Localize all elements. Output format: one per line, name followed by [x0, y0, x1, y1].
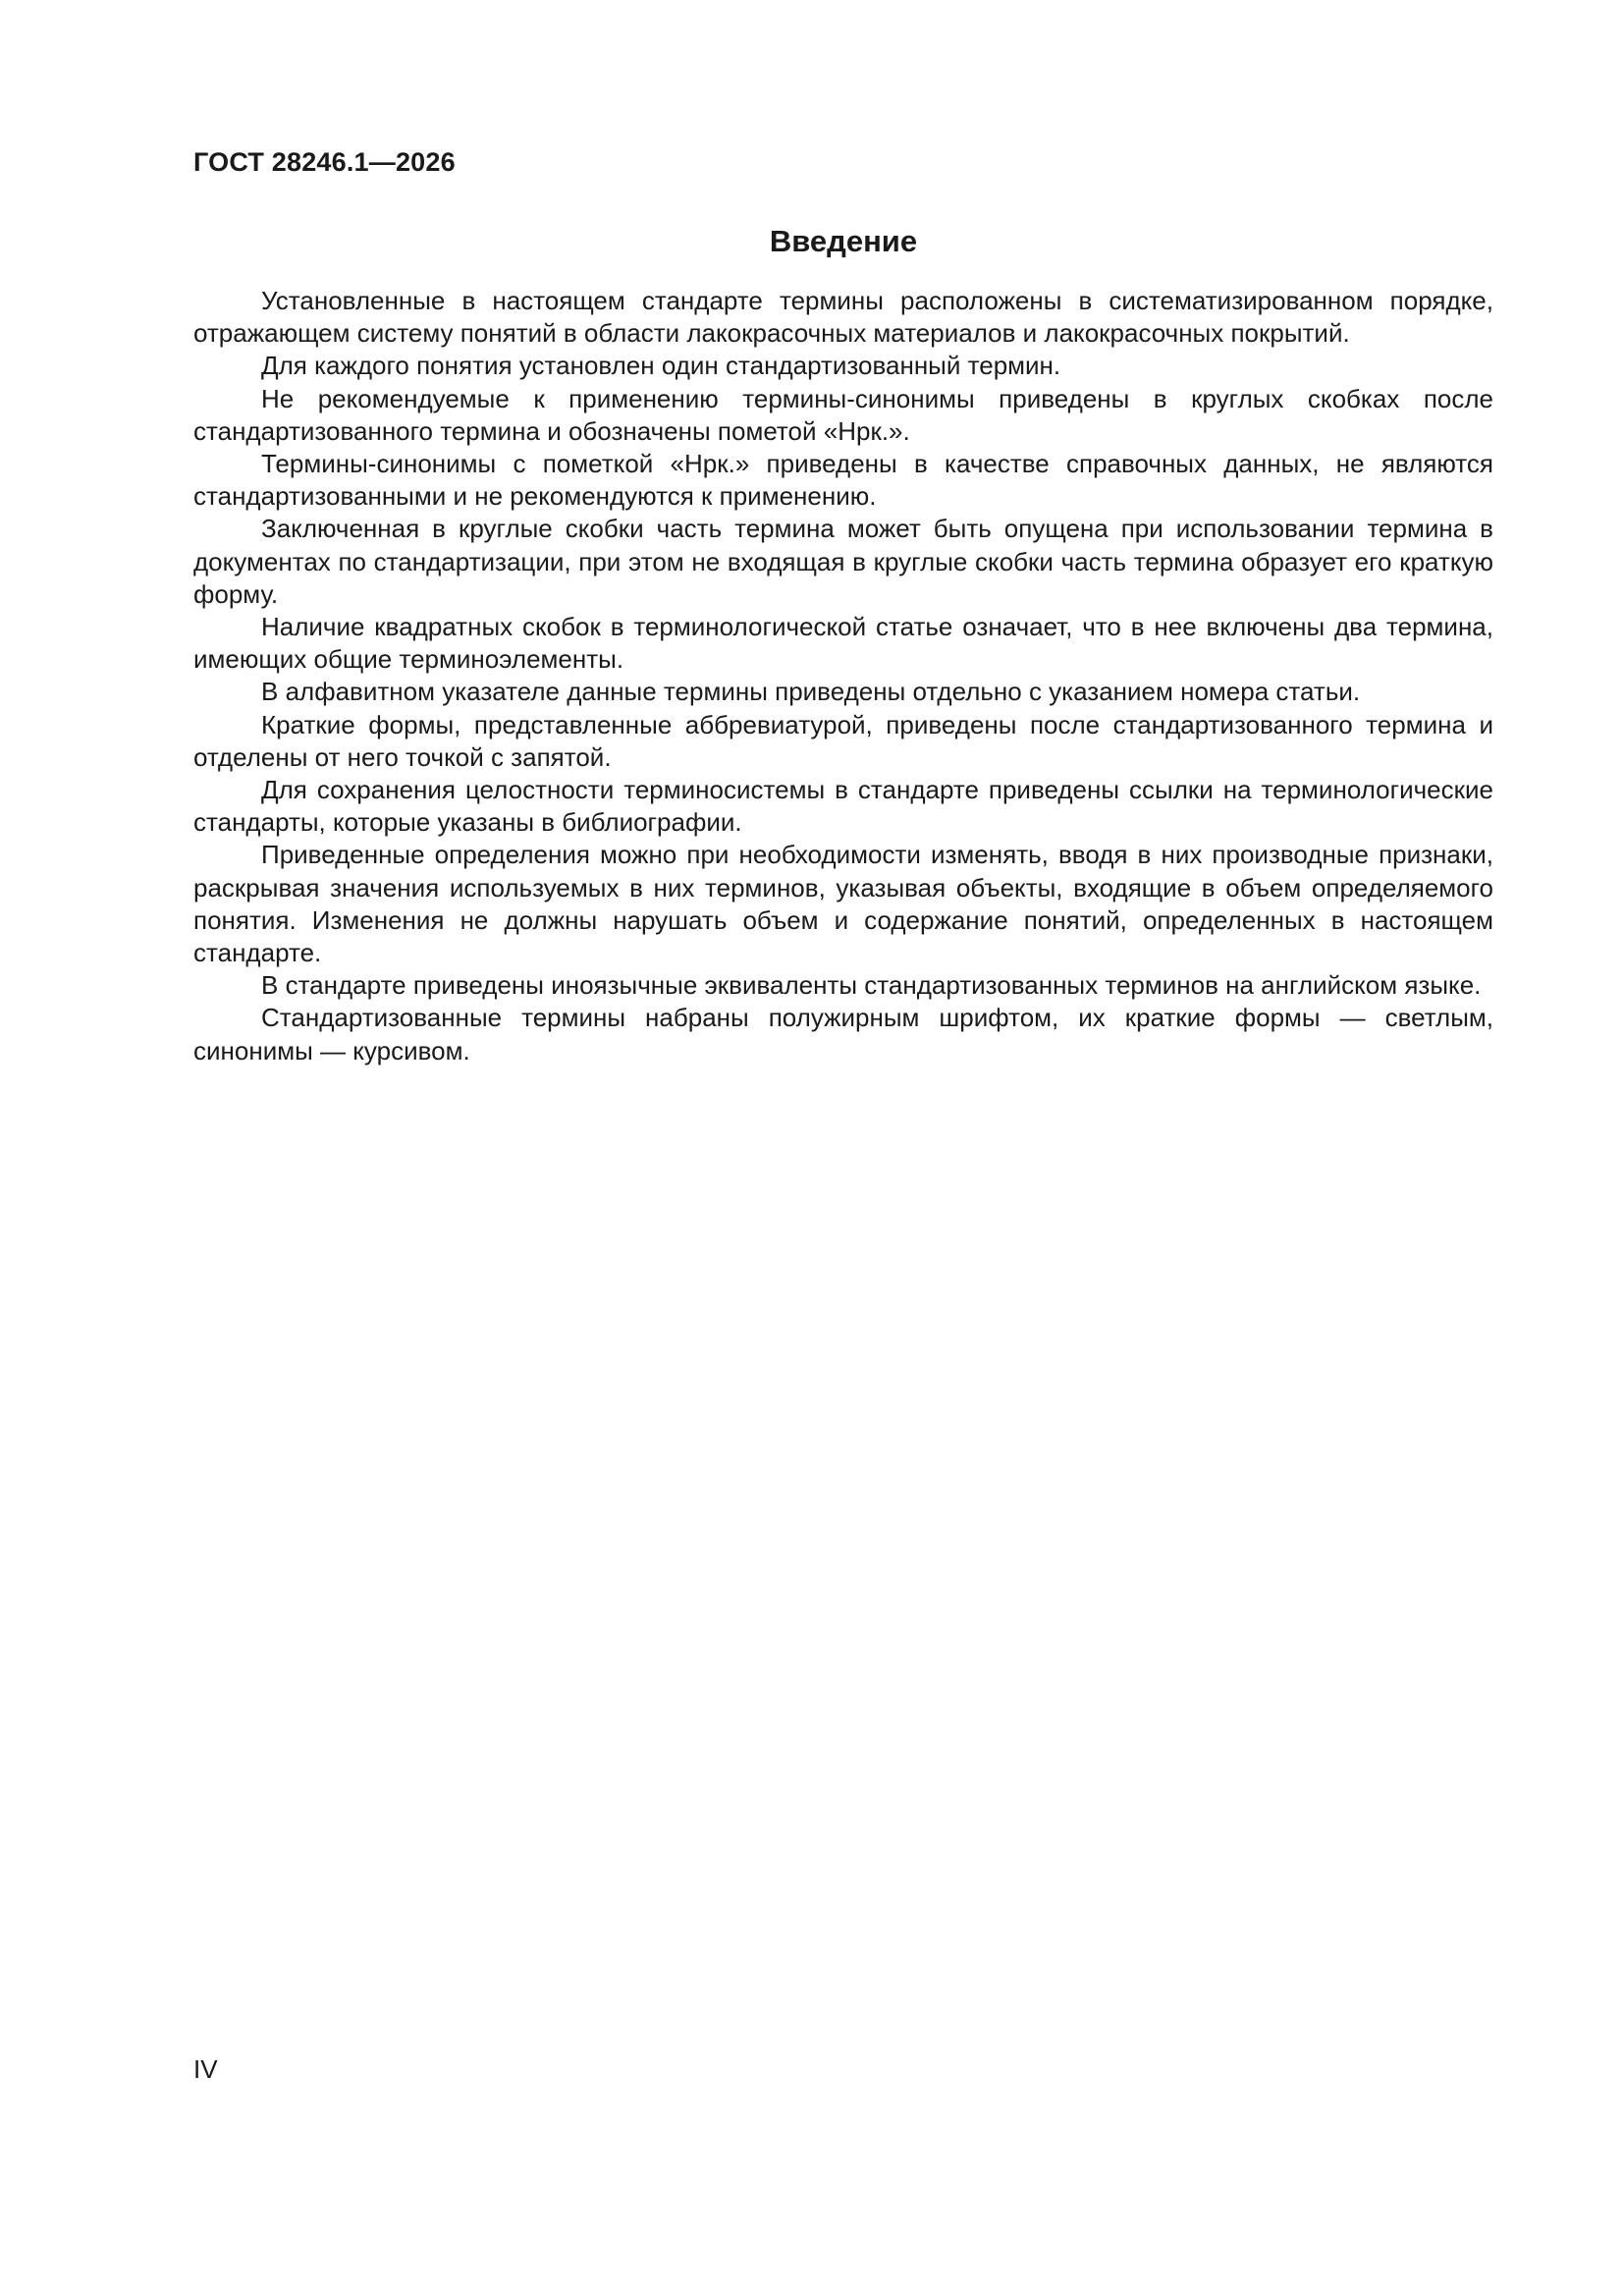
paragraph: Краткие формы, представленные аббревиатурой, приведены после стандартизованного термина и отделены от него точкой с запятой. [193, 709, 1493, 772]
paragraph: Для сохранения целостности терминосистемы в стандарте приведены ссылки на терминологические стандарты, которые указаны в библиографии. [193, 775, 1493, 838]
paragraph: Установленные в настоящем стандарте термины расположены в систематизированном порядке, отражающем систему понятий в области лакокрасочных материалов и лакокрасочных покрытий. [193, 286, 1493, 349]
paragraph: Заключенная в круглые скобки часть термина может быть опущена при использовании термина в документах по стандартизации, при этом не входящая в круглые скобки часть термина образует его краткую форму. [193, 514, 1493, 609]
paragraph: Стандартизованные термины набраны полужирным шрифтом, их краткие формы — светлым, синонимы — курсивом. [193, 1003, 1493, 1066]
paragraph: В стандарте приведены иноязычные эквиваленты стандартизованных терминов на английском языке. [261, 970, 1482, 1001]
paragraph: Приведенные определения можно при необходимости изменять, вводя в них производные признаки, раскрывая значения используемых в них терминов, указывая объекты, входящие в объем определяемого понятия. Изменения не должны нарушать объем и содержание понятий, определенных в настоящем стандарте. [193, 840, 1493, 968]
paragraph: Наличие квадратных скобок в терминологической статье означает, что в нее включены два термина, имеющих общие терминоэлементы. [193, 612, 1493, 675]
page-number: IV [193, 2054, 218, 2084]
paragraph: Термины-синонимы с пометкой «Нрк.» приведены в качестве справочных данных, не являются стандартизованными и не рекомендуются к применению. [193, 449, 1493, 512]
paragraph: Не рекомендуемые к применению термины-синонимы приведены в круглых скобках после стандартизованного термина и обозначены пометой «Нрк.». [193, 383, 1493, 446]
introduction-body [193, 285, 1493, 1067]
section-title: Введение [769, 224, 918, 258]
paragraph: Для каждого понятия установлен один стандартизованный термин. [261, 351, 1061, 381]
paragraph: В алфавитном указателе данные термины приведены отдельно с указанием номера статьи. [261, 677, 1361, 707]
document-code: ГОСТ 28246.1—2026 [193, 147, 456, 177]
